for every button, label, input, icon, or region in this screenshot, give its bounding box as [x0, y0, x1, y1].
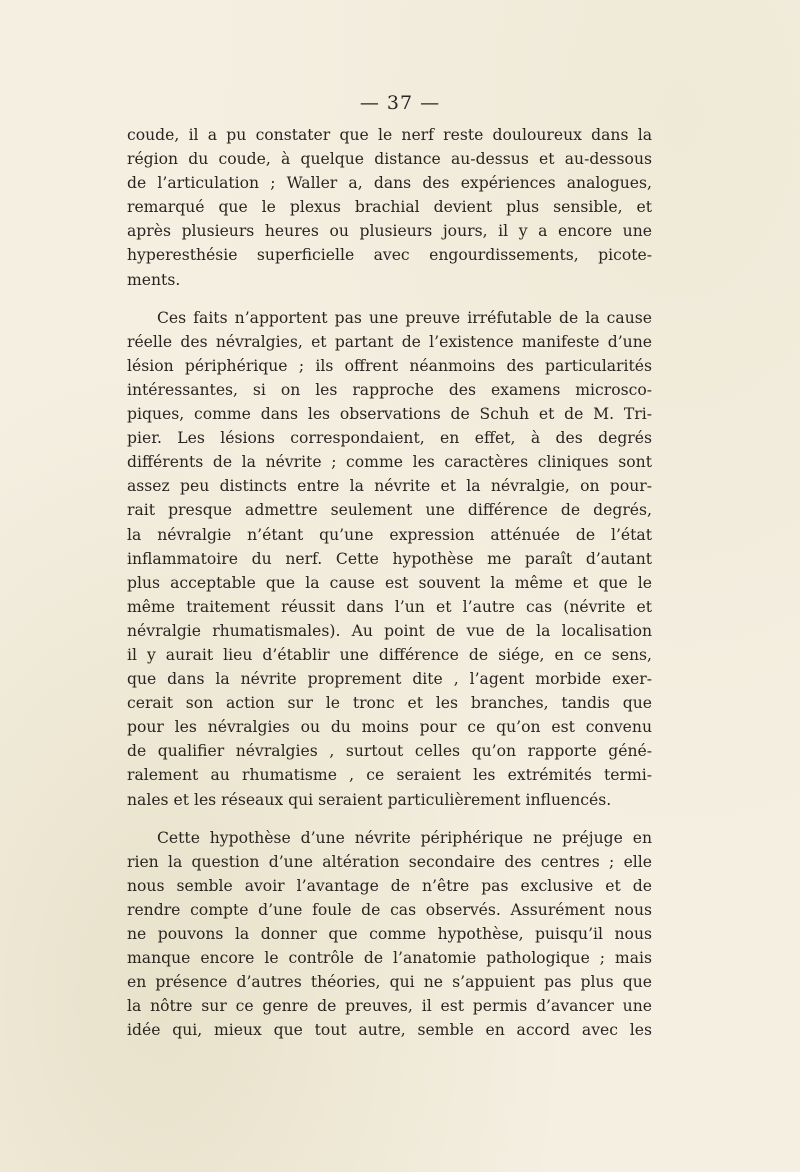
- text-line: ne pouvons la donner que comme hypothèse, puisqu’il nous: [127, 925, 652, 943]
- text-line: rien la question d’une altération secondaire des centres ; elle: [127, 852, 652, 871]
- text-line: réelle des névralgies, et partant de l’existence manifeste d’une: [127, 332, 652, 351]
- text-line: névralgie rhumatismales). Au point de vue de la localisation: [127, 621, 652, 640]
- text-line: différents de la névrite ; comme les caractères cliniques sont: [127, 453, 652, 472]
- text-line: lésion périphérique ; ils offrent néanmoins des particularités: [127, 356, 652, 375]
- text-line: pier. Les lésions correspondaient, en effet, à des degrés: [127, 429, 652, 448]
- text-line: coude, il a pu constater que le nerf reste douloureux dans la: [127, 126, 652, 144]
- text-line: il y aurait lieu d’établir une différence de siége, en ce sens,: [127, 645, 652, 664]
- text-line: rendre compte d’une foule de cas observés. Assurément nous: [127, 900, 652, 919]
- text-line: en présence d’autres théories, qui ne s’appuient pas plus que: [127, 973, 652, 992]
- text-line: hyperesthésie superficielle avec engourdissements, picote-: [127, 246, 652, 265]
- text-line: intéressantes, si on les rapproche des examens microsco-: [127, 380, 652, 399]
- text-line: ralement au rhumatisme , ce seraient les extrémités termi-: [127, 766, 652, 785]
- text-line: ments.: [127, 270, 181, 289]
- text-line: plus acceptable que la cause est souvent la même et que le: [127, 573, 652, 592]
- body-text: [127, 123, 652, 1042]
- text-line: de qualifier névralgies , surtout celles qu’on rapporte géné-: [127, 742, 652, 761]
- text-line: même traitement réussit dans l’un et l’autre cas (névrite et: [127, 597, 652, 616]
- text-line: région du coude, à quelque distance au-dessus et au-dessous: [127, 150, 652, 169]
- paragraph-2: [127, 306, 652, 812]
- text-line: nales et les réseaux qui seraient particulièrement influencés.: [127, 790, 612, 809]
- text-line: Ces faits n’apportent pas une preuve irréfutable de la cause: [157, 308, 652, 327]
- text-line: manque encore le contrôle de l’anatomie pathologique ; mais: [127, 949, 652, 968]
- text-line: que dans la névrite proprement dite , l’agent morbide exer-: [127, 670, 652, 689]
- text-line: piques, comme dans les observations de Schuh et de M. Tri-: [127, 405, 652, 424]
- text-line: inflammatoire du nerf. Cette hypothèse me paraît d’autant: [127, 549, 652, 568]
- text-line: pour les névralgies ou du moins pour ce qu’on est convenu: [127, 718, 652, 737]
- text-line: idée qui, mieux que tout autre, semble en accord avec les: [127, 1021, 652, 1040]
- text-line: assez peu distincts entre la névrite et la névralgie, on pour-: [127, 477, 652, 496]
- text-line: après plusieurs heures ou plusieurs jours, il y a encore une: [127, 222, 652, 241]
- paragraph-3: [127, 826, 652, 1043]
- text-line: cerait son action sur le tronc et les branches, tandis que: [127, 694, 652, 713]
- paragraph-1: [127, 123, 652, 292]
- page-number: — 37 —: [359, 92, 441, 114]
- text-line: Cette hypothèse d’une névrite périphérique ne préjuge en: [157, 828, 652, 847]
- text-line: rait presque admettre seulement une différence de degrés,: [127, 501, 652, 520]
- text-line: nous semble avoir l’avantage de n’être pas exclusive et de: [127, 876, 652, 895]
- text-line: remarqué que le plexus brachial devient plus sensible, et: [127, 198, 652, 217]
- text-line: la nôtre sur ce genre de preuves, il est permis d’avancer une: [127, 997, 652, 1016]
- text-line: la névralgie n’étant qu’une expression atténuée de l’état: [127, 525, 652, 544]
- text-line: de l’articulation ; Waller a, dans des expériences analogues,: [127, 174, 652, 193]
